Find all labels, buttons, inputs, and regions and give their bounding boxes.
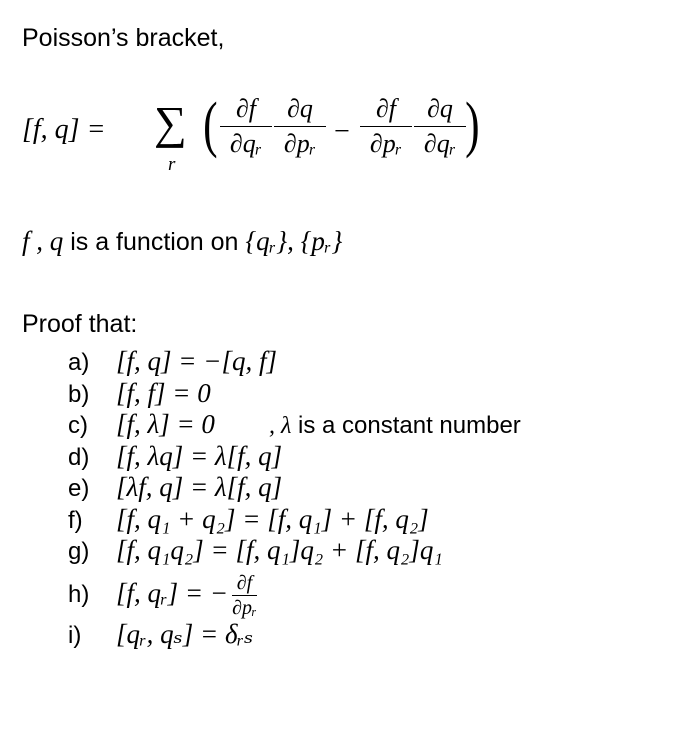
desc-sets: {qᵣ}, {pᵣ}: [245, 226, 343, 256]
item-label: d): [68, 443, 90, 471]
item-note: [269, 412, 521, 439]
denominator: ∂qᵣ: [229, 129, 263, 158]
note-text: is a constant number: [291, 412, 521, 439]
item-expression: [f, q₁q₂] = [f, q₁]q₂ + [f, q₂]q₁: [116, 535, 443, 565]
numerator: ∂q: [287, 94, 313, 123]
fraction-bar: [232, 595, 257, 596]
item-label: b): [68, 380, 90, 408]
item-label: g): [68, 538, 90, 565]
list-item: [68, 346, 521, 378]
close-paren: ): [465, 91, 480, 159]
list-item: [68, 535, 521, 567]
item-label: h): [68, 580, 90, 608]
minus-sign: −: [334, 116, 350, 147]
proof-list: [68, 346, 521, 650]
item-expression: [f, λq] = λ[f, q]: [116, 440, 283, 471]
fraction-bar: [360, 126, 412, 127]
fraction-dq-dqr: [414, 94, 466, 159]
list-item: [68, 378, 521, 410]
list-item: [68, 472, 521, 504]
denominator: ∂pᵣ: [283, 129, 317, 158]
numerator: ∂f: [375, 94, 397, 123]
list-item: [68, 441, 521, 473]
denominator: ∂pᵣ: [369, 129, 403, 158]
numerator: ∂f: [236, 571, 253, 594]
sum-index: r: [168, 154, 176, 175]
item-label: e): [68, 475, 90, 502]
function-description: [22, 226, 342, 257]
fraction-bar: [220, 126, 272, 127]
sum-symbol: ∑: [154, 97, 187, 148]
item-expression: [qᵣ, qₛ] = δᵣₛ: [116, 618, 254, 649]
open-paren: (: [203, 91, 218, 159]
denominator: ∂qᵣ: [423, 129, 457, 158]
fraction-df-dpr: [360, 94, 412, 159]
item-expression: [f, f] = 0: [116, 377, 211, 408]
poisson-bracket-formula: [22, 91, 502, 184]
fraction-dq-dpr: [274, 94, 326, 159]
desc-vars: f , q: [22, 226, 64, 256]
item-label: c): [68, 412, 88, 439]
item-expression: [f, q] = −[q, f]: [116, 346, 277, 376]
item-label: f): [68, 506, 83, 534]
desc-text: is a function on: [63, 228, 246, 256]
fraction-df-dpr: [232, 573, 257, 618]
numerator: ∂q: [427, 94, 453, 123]
fraction-bar: [414, 126, 466, 127]
item-label: i): [68, 621, 82, 649]
item-label: a): [68, 349, 90, 376]
list-item: [68, 619, 521, 651]
item-expression: [f, q₁ + q₂] = [f, q₁] + [f, q₂]: [116, 503, 429, 534]
list-item: [68, 567, 521, 619]
list-item: [68, 409, 521, 441]
item-expression: [f, λ] = 0: [116, 409, 215, 439]
item-expression: [f, qᵣ] = −: [116, 577, 229, 608]
note-lambda: , λ: [268, 413, 292, 439]
numerator: ∂f: [235, 94, 257, 123]
denominator: ∂pᵣ: [232, 596, 257, 619]
fraction-df-dqr: [220, 94, 272, 159]
heading: Poisson’s bracket,: [22, 24, 225, 52]
list-item: [68, 504, 521, 536]
item-expression: [λf, q] = λ[f, q]: [116, 472, 283, 502]
proof-title: Proof that:: [22, 310, 138, 338]
formula-lhs: [f, q] =: [22, 114, 106, 145]
fraction-bar: [274, 126, 326, 127]
